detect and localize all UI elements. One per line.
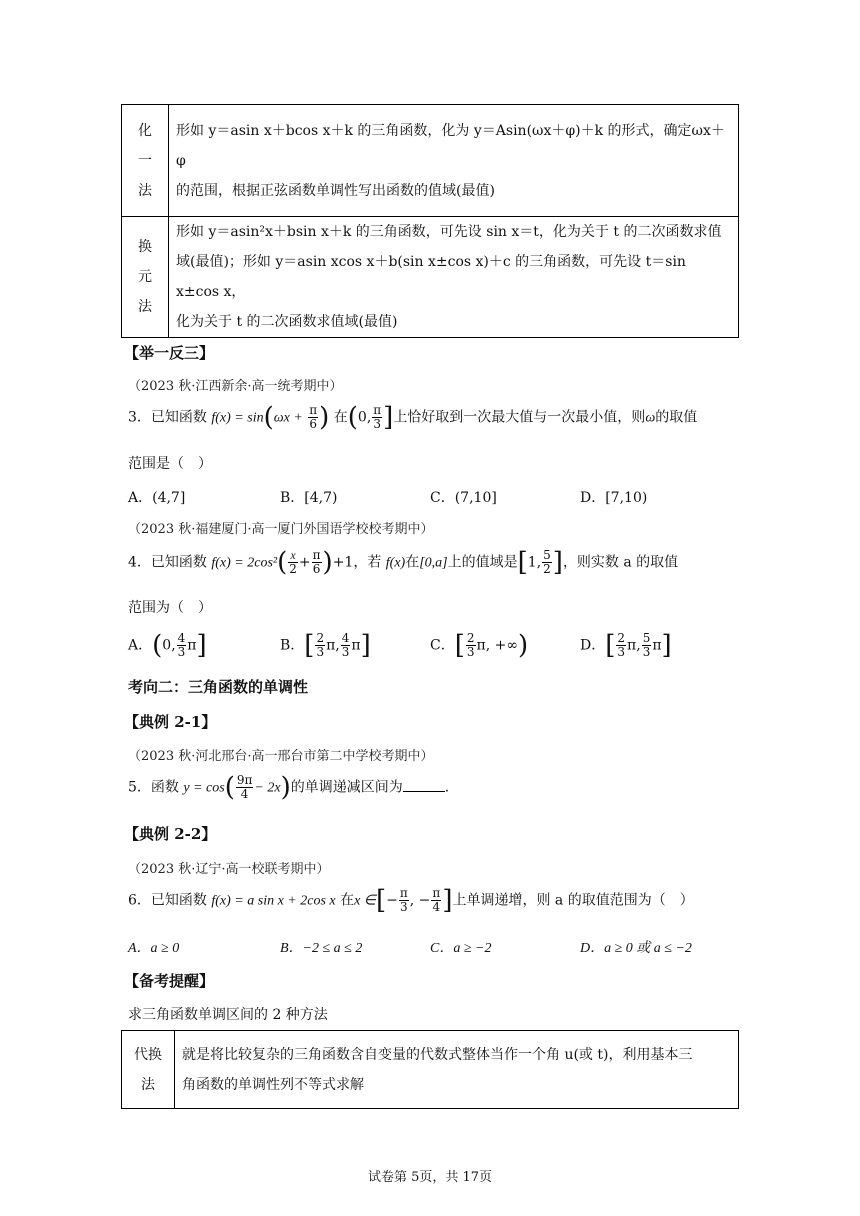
choice-d[interactable]: D．[ $\frac{2}{3}$ π, $\frac{5}{3}$ π] bbox=[580, 630, 672, 661]
math-expr: +1，若 bbox=[332, 554, 382, 571]
math-expr: f(x) = sin bbox=[211, 410, 264, 426]
choice-c[interactable]: C．[ $\frac{2}{3}$ π, +∞) bbox=[430, 630, 529, 661]
paren-left: ( bbox=[277, 547, 288, 578]
choice-b[interactable]: B．[4,7) bbox=[280, 490, 338, 506]
question-text: 在 bbox=[405, 554, 420, 571]
method-label-char: 换 bbox=[138, 239, 152, 255]
math-expr: + bbox=[298, 554, 311, 571]
math-expr: x ∈ bbox=[354, 893, 376, 909]
math-expr: y = cos bbox=[183, 780, 225, 796]
method-desc-line: 角函数的单调性列不等式求解 bbox=[182, 1076, 364, 1093]
question-4-line1 bbox=[128, 549, 678, 576]
bracket-right: ] bbox=[552, 547, 563, 578]
math-expr: f(x) = a sin x + 2cos x bbox=[211, 893, 336, 909]
question-5-line: 5．函数 y = cos( $\frac{9\pi}{4}$ − 2x)的单调递减区间为 . bbox=[128, 772, 450, 803]
table-row bbox=[122, 105, 739, 217]
method-desc-line: 形如 y＝asin²x＋bsin x＋k 的三角函数，可先设 sin x＝t，化为关于 t 的二次函数求值 bbox=[176, 224, 722, 240]
reminder-intro: 求三角函数单调区间的 2 种方法 bbox=[128, 1007, 328, 1023]
method-label-char: 一 bbox=[138, 152, 152, 169]
math-expr: f(x) bbox=[385, 555, 406, 571]
bracket-left: [ bbox=[517, 547, 528, 578]
method-label-char: 法 bbox=[138, 182, 152, 199]
question-text: 在 bbox=[333, 409, 348, 426]
question-6-line: 6．已知函数 f(x) = a sin x + 2cos x 在x ∈[− $\frac{\pi}{3}$ , − $\frac{\pi}{4}$ ]上单调递增，则 a 的取值范围为（ ） bbox=[128, 885, 694, 916]
question-source: （2023 秋·辽宁·高一校联考期中） bbox=[128, 862, 330, 877]
page-footer: 试卷第 5页，共 17页 bbox=[367, 1170, 493, 1185]
table-row bbox=[122, 217, 739, 338]
method-label-char: 法 bbox=[141, 1076, 155, 1093]
math-symbol: ω bbox=[645, 410, 656, 426]
bracket-right: ] bbox=[442, 885, 453, 916]
fraction: $\frac{x}{2}$ bbox=[289, 548, 297, 576]
math-expr: f(x) = 2cos² bbox=[211, 555, 278, 571]
example-heading: 【典例 2-1】 bbox=[124, 713, 217, 731]
practice-heading: 【举一反三】 bbox=[124, 344, 215, 362]
method-label-cell bbox=[122, 1031, 175, 1109]
choice-a[interactable]: A．(0, $\frac{4}{3}$ π] bbox=[128, 630, 207, 661]
question-text: 5．函数 bbox=[128, 779, 179, 796]
table-row bbox=[122, 1031, 739, 1109]
example-heading: 【典例 2-2】 bbox=[124, 825, 217, 843]
bracket-right: ] bbox=[383, 402, 394, 433]
method-label-cell bbox=[122, 105, 169, 217]
method-label-char: 化 bbox=[138, 122, 152, 139]
fraction: $\frac{\pi}{3}$ bbox=[399, 886, 408, 914]
method-desc-line: 化为关于 t 的二次函数求值域(最值) bbox=[176, 314, 398, 330]
math-expr: − 2x bbox=[254, 780, 281, 796]
method-desc-line: 就是将比较复杂的三角函数含自变量的代数式整体当作一个角 u(或 t)，利用基本三 bbox=[182, 1046, 693, 1063]
question-text: 上的值域是 bbox=[447, 554, 518, 571]
question-text: ，则实数 a 的取值 bbox=[562, 554, 679, 571]
bracket-left: [ bbox=[376, 885, 387, 916]
question-source: （2023 秋·河北邢台·高一邢台市第二中学校考期中） bbox=[128, 749, 434, 764]
method-label-char: 代换 bbox=[134, 1046, 162, 1063]
method-desc-line: 形如 y＝asin x＋bcos x＋k 的三角函数，化为 y＝Asin(ωx＋φ)＋k 的形式，确定ωx＋φ bbox=[176, 122, 725, 169]
fraction: $\frac{\pi}{6}$ bbox=[309, 403, 318, 431]
math-expr: 0, bbox=[357, 409, 372, 426]
fraction: $\frac{\pi}{6}$ bbox=[312, 548, 321, 576]
method-desc-cell bbox=[169, 217, 739, 338]
question-text: 的取值 bbox=[655, 409, 698, 426]
paren-left: ( bbox=[347, 402, 358, 433]
fraction: $\frac{5}{2}$ bbox=[543, 548, 551, 576]
method-desc-cell bbox=[169, 105, 739, 217]
question-text: 的单调递减区间为 bbox=[290, 779, 403, 796]
math-expr: 1, bbox=[527, 554, 542, 571]
paren-left: ( bbox=[224, 772, 235, 803]
question-source: （2023 秋·江西新余·高一统考期中） bbox=[128, 379, 343, 394]
fraction: $\frac{9\pi}{4}$ bbox=[236, 773, 253, 801]
topic-heading: 考向二：三角函数的单调性 bbox=[128, 678, 309, 696]
method-label-char: 元 bbox=[138, 269, 152, 285]
paren-left: ( bbox=[263, 402, 274, 433]
question-3-line1 bbox=[128, 404, 697, 431]
question-text: 上单调递增，则 a 的取值范围为（ ） bbox=[452, 892, 694, 909]
choice-b[interactable]: B．−2 ≤ a ≤ 2 bbox=[280, 941, 363, 956]
paren-right: ) bbox=[280, 772, 291, 803]
math-expr: ωx + bbox=[273, 410, 303, 426]
fraction: $\frac{\pi}{3}$ bbox=[373, 403, 382, 431]
question-source: （2023 秋·福建厦门·高一厦门外国语学校校考期中） bbox=[128, 522, 434, 537]
question-text: 上恰好取到一次最大值与一次最小值，则 bbox=[393, 409, 646, 426]
paren-right: ) bbox=[319, 402, 330, 433]
methods-table-2 bbox=[121, 1030, 739, 1109]
fraction: $\frac{\pi}{4}$ bbox=[432, 886, 441, 914]
choice-a[interactable]: A．(4,7] bbox=[128, 490, 186, 506]
math-expr: [0,a] bbox=[419, 555, 448, 571]
method-label-char: 法 bbox=[138, 299, 152, 315]
question-3-line2: 范围是（ ） bbox=[128, 456, 212, 472]
method-desc-line: 域(最值)；形如 y＝asin xcos x＋b(sin x±cos x)＋c 的三角函数，可先设 t＝sin x±cos x， bbox=[176, 254, 686, 300]
choice-c[interactable]: C．(7,10] bbox=[430, 490, 497, 506]
paren-right: ) bbox=[322, 547, 333, 578]
choice-c[interactable]: C．a ≥ −2 bbox=[430, 941, 492, 956]
choice-a[interactable]: A．a ≥ 0 bbox=[128, 941, 180, 956]
question-text: 在 bbox=[340, 892, 355, 909]
answer-blank[interactable] bbox=[403, 777, 445, 792]
question-text: 3．已知函数 bbox=[128, 409, 207, 426]
question-text: 6．已知函数 bbox=[128, 892, 207, 909]
method-desc-line: 的范围，根据正弦函数单调性写出函数的值域(最值) bbox=[176, 182, 495, 199]
choice-d[interactable]: D．a ≥ 0 或 a ≤ −2 bbox=[580, 941, 692, 956]
method-label-cell bbox=[122, 217, 169, 338]
question-4-line2: 范围为（ ） bbox=[128, 600, 212, 616]
method-desc-cell bbox=[175, 1031, 739, 1109]
reminder-heading: 【备考提醒】 bbox=[124, 972, 215, 990]
question-text: 4．已知函数 bbox=[128, 554, 207, 571]
methods-table-1 bbox=[121, 104, 739, 338]
choice-b[interactable]: B．[ $\frac{2}{3}$ π, $\frac{4}{3}$ π] bbox=[280, 630, 371, 661]
choice-d[interactable]: D．[7,10) bbox=[580, 490, 648, 506]
